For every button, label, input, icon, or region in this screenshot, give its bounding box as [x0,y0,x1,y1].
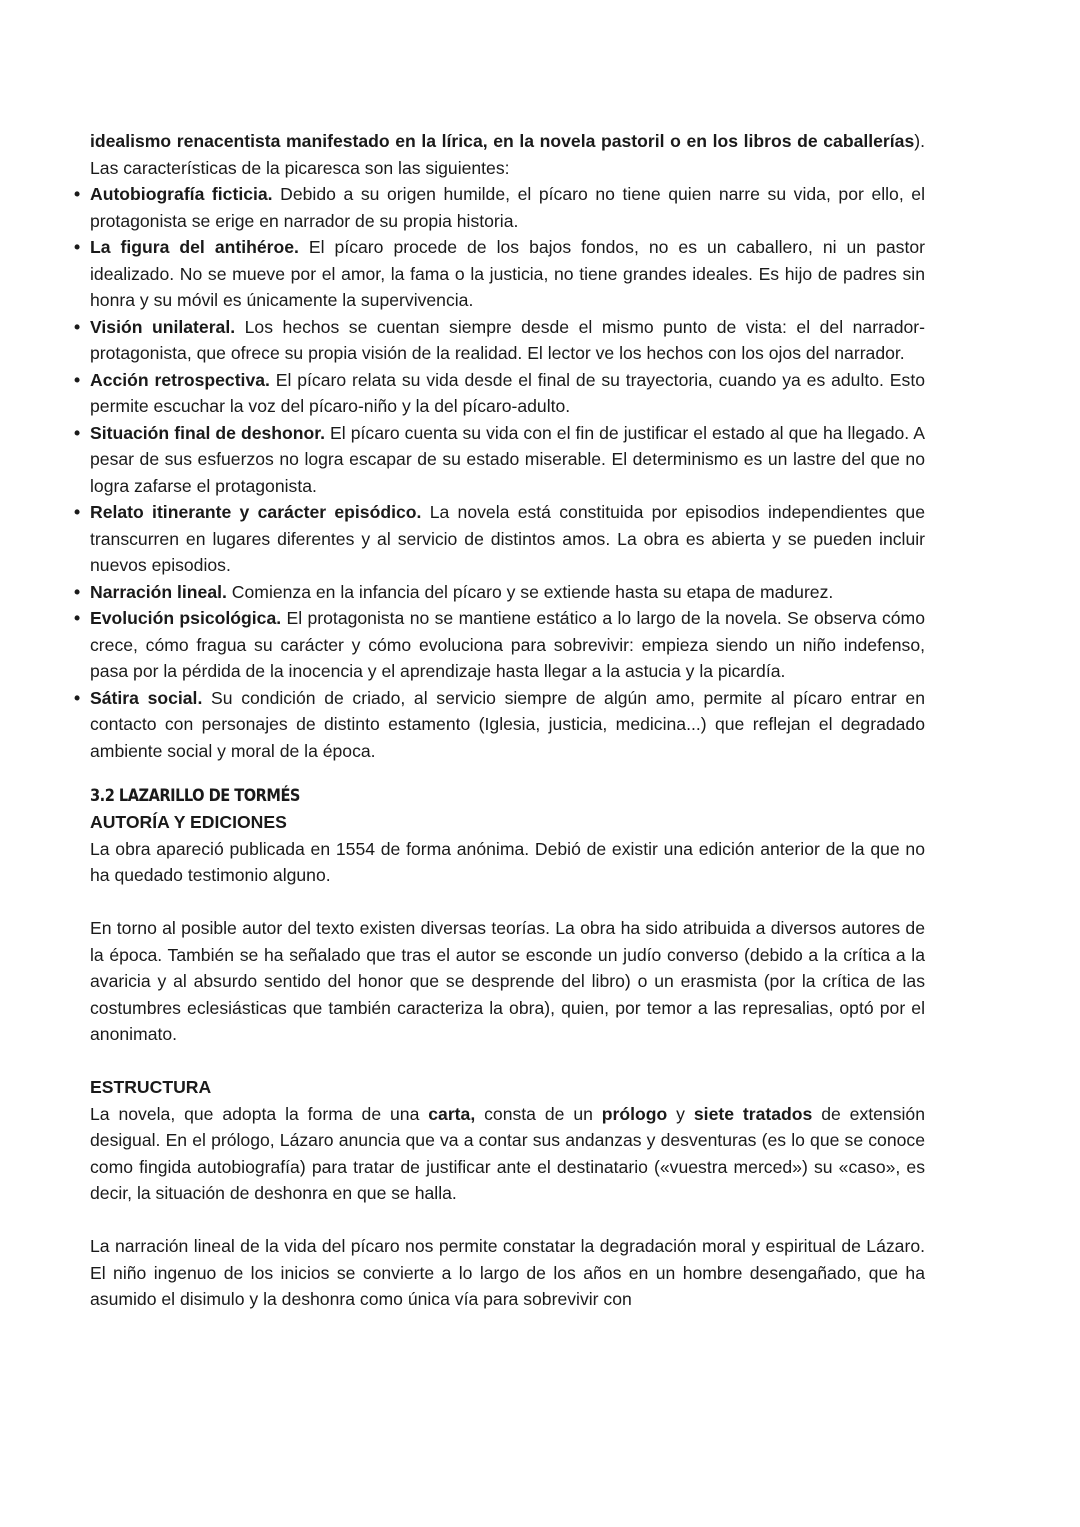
feature-term: La figura del antihéroe. [90,237,299,257]
list-item [74,605,925,685]
feature-text: El pícaro procede de los bajos fondos, no es un caballero, ni un pastor idealizado. No se mueve por el amor, la fama o la justicia, no tiene grandes ideales. Es hijo de padres sin honra y su móvil es únicamente la supervivencia. [90,237,925,310]
estructura-paragraph-1 [90,1101,925,1207]
list-item [74,420,925,500]
bullet: • [74,422,81,443]
feature-term: Situación final de deshonor. [90,422,326,443]
feature-text: Debido a su origen humilde, el pícaro no tiene quien narre su vida, por ello, el protagonista se erige en narrador de su propia historia. [90,184,925,231]
list-item [74,181,925,234]
feature-term: Relato itinerante y carácter episódico. [90,502,422,522]
estructura-bold: carta, [428,1103,476,1124]
paragraph-gap [90,1207,925,1234]
feature-term: Narración lineal. [90,581,227,602]
feature-term: Acción retrospectiva. [90,369,270,390]
section-title: 3.2 LAZARILLO DE TORMÉS [90,786,300,806]
list-item [74,314,925,367]
feature-text: Su condición de criado, al servicio siempre de algún amo, permite al pícaro entrar en contacto con personajes de distinto estamento (Iglesia, justicia, medicina...) que reflejan el degradado ambiente social y moral de la época. [90,687,925,761]
bullet: • [74,502,81,522]
intro-bold-text: idealismo renacentista manifestado en la lírica, en la novela pastoril o en los libros de caballerías [90,131,915,151]
bullet: • [74,687,81,708]
feature-term: Evolución psicológica. [90,608,282,628]
list-item [74,499,926,579]
bullet: • [74,237,81,257]
estructura-text: La novela, que adopta la forma de una [90,1103,429,1124]
picaresca-features-list [74,181,926,764]
bullet: • [74,184,81,204]
feature-term: Autobiografía ficticia. [90,184,273,204]
feature-term: Sátira social. [90,687,203,708]
bullet: • [74,369,81,390]
autoria-paragraph-2: En torno al posible autor del texto existen diversas teorías. La obra ha sido atribuida a diversos autores de la época. También se ha señalado que tras el autor se esconde un judío converso (debido a la crítica a la avaricia y al absurdo sentido del honor que se desprende del libro) o un erasmista (por la crítica de las costumbres eclesiásticas que también caracteriza la obra), quien, por temor a las represalias, optó por el anonimato. [90,918,925,1044]
estructura-text: de extensión desigual. En el prólogo, Lázaro anuncia que va a contar sus andanzas y desventuras (es lo que se conoce como fingida autobiografía) para tratar de justificar ante el destinatario («vuestra merced») su «caso», es decir, la situación de deshonra en que se halla. [90,1103,925,1203]
document-body [74,128,926,1313]
estructura-bold: siete tratados [693,1103,813,1124]
estructura-paragraph-2: La narración lineal de la vida del pícaro nos permite constatar la degradación moral y espiritual de Lázaro. El niño ingenuo de los inicios se convierte a lo largo de los años en un hombre desengañado, que ha asumido el disimulo y la deshonra como única vía para sobrevivir con [90,1236,925,1309]
autoria-paragraph-1: La obra apareció publicada en 1554 de forma anónima. Debió de existir una edición anterior de la que no ha quedado testimonio alguno. [90,838,925,885]
feature-text: La novela está constituida por episodios independientes que transcurren en lugares diferentes y al servicio de distintos amos. La obra es abierta y se pueden incluir nuevos episodios. [90,502,926,575]
autoria-heading: AUTORÍA Y EDICIONES [90,812,287,832]
estructura-bold: prólogo [601,1103,668,1124]
list-item [74,579,925,606]
list-item [74,685,925,765]
intro-text: ). Las características de la picaresca son las siguientes: [90,131,925,178]
paragraph-gap [90,889,925,916]
estructura-text: consta de un [475,1103,602,1124]
bullet: • [74,581,81,602]
feature-text: Los hechos se cuentan siempre desde el mismo punto de vista: el del narrador-protagonista, que ofrece su propia visión de la realidad. El lector ve los hechos con los ojos del narrador. [90,316,925,363]
intro-paragraph [90,128,925,181]
estructura-text: y [667,1103,694,1124]
paragraph-gap [90,1048,925,1075]
list-item [74,367,925,420]
feature-text: El protagonista no se mantiene estático a lo largo de la novela. Se observa cómo crece, cómo fragua su carácter y cómo evoluciona para sobrevivir: empieza siendo un niño indefenso, pasa por la pérdida de la inocencia y el aprendizaje hasta llegar a la astucia y la picardía. [90,608,925,681]
bullet: • [74,316,81,337]
feature-text: El pícaro relata su vida desde el final de su trayectoria, cuando ya es adulto. Esto permite escuchar la voz del pícaro-niño y la del pícaro-adulto. [90,369,925,416]
estructura-heading: ESTRUCTURA [90,1077,212,1097]
list-item [74,234,925,314]
feature-term: Visión unilateral. [90,316,236,337]
feature-text: Comienza en la infancia del pícaro y se extiende hasta su etapa de madurez. [226,581,834,602]
feature-text: El pícaro cuenta su vida con el fin de justificar el estado al que ha llegado. A pesar de sus esfuerzos no logra escapar de su estado miserable. El determinismo es un lastre del que no logra zafarse el protagonista. [90,422,925,496]
bullet: • [74,608,81,628]
